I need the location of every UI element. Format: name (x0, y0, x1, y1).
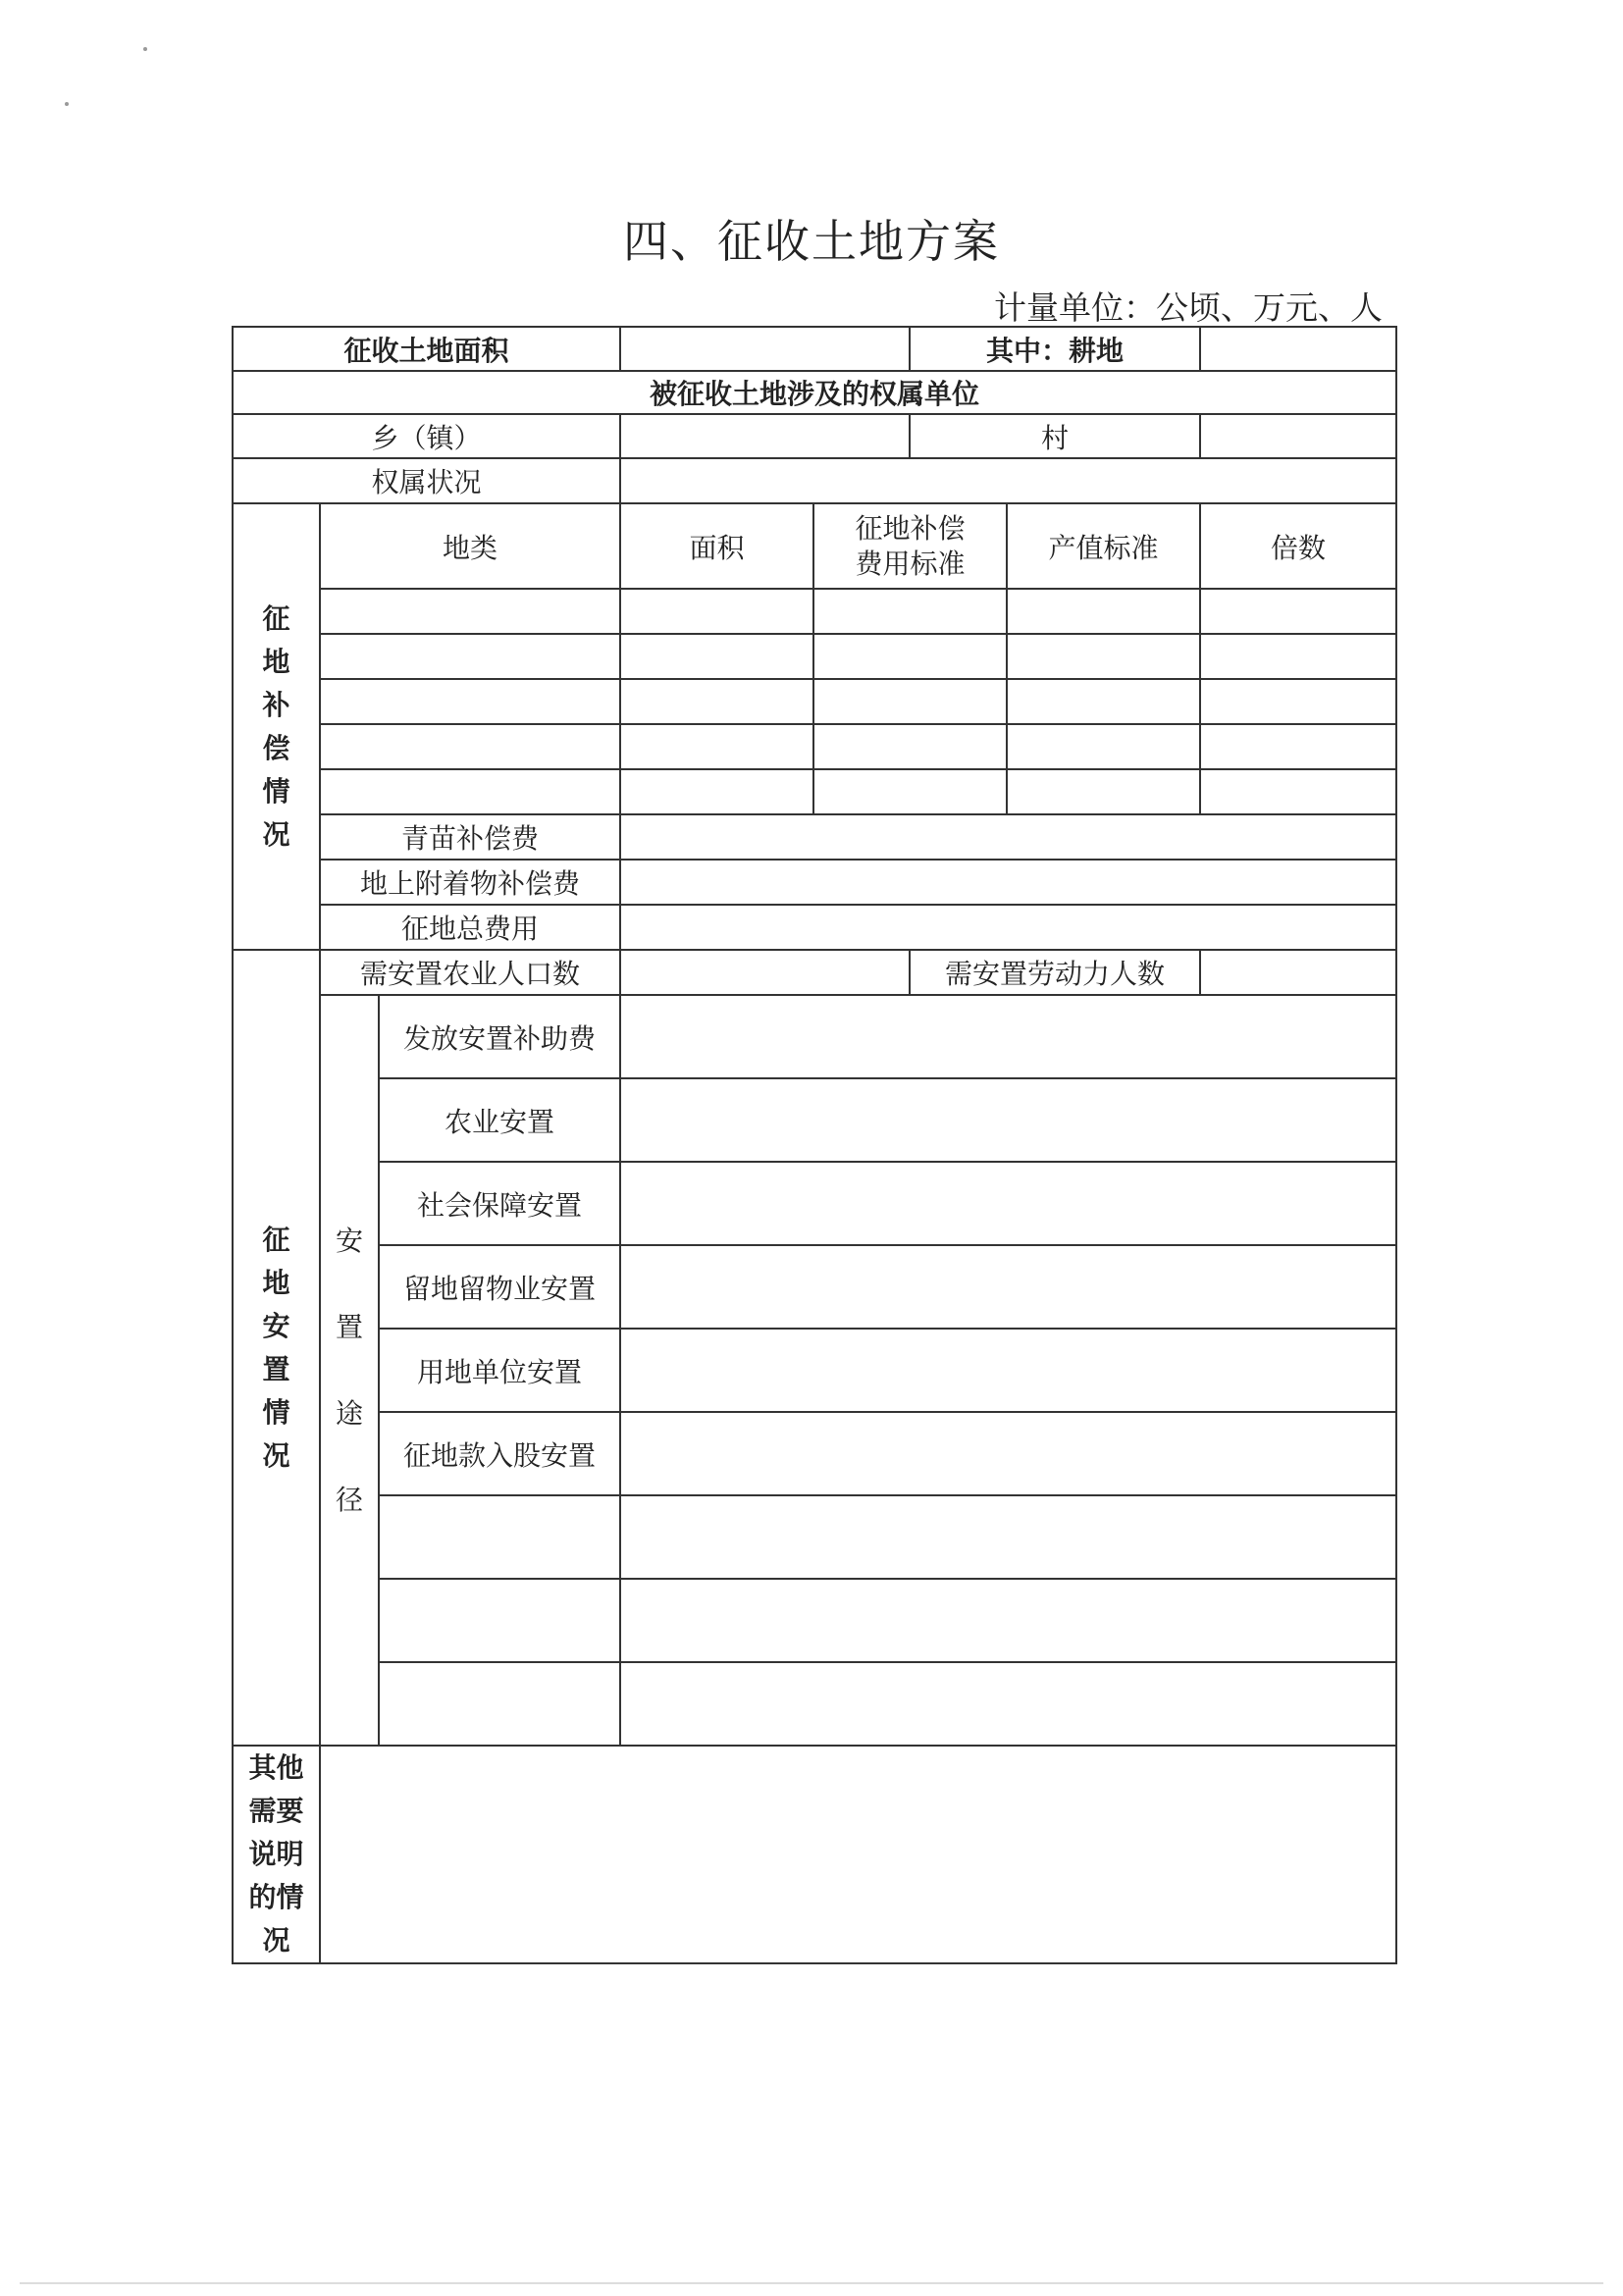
resettlement-way-value-cell[interactable] (620, 1078, 1396, 1162)
area-cell[interactable] (620, 724, 813, 769)
col-fee-standard: 征地补偿费用标准 (813, 503, 1007, 589)
compensation-row (233, 589, 1396, 634)
resettlement-way-row (233, 1078, 1396, 1162)
output-standard-cell[interactable] (1007, 769, 1200, 814)
resettlement-way-value-cell[interactable] (620, 1245, 1396, 1329)
total-fee-value-cell[interactable] (620, 905, 1396, 950)
attachment-fee-row (233, 860, 1396, 905)
crop-fee-label: 青苗补偿费 (320, 814, 620, 860)
resettlement-blank-row (233, 1579, 1396, 1662)
cultivated-label: 其中：耕地 (910, 327, 1200, 371)
land-acquisition-table (232, 326, 1397, 1964)
fee-standard-cell[interactable] (813, 634, 1007, 679)
resettlement-way-row (233, 1412, 1396, 1495)
area-row (233, 327, 1396, 371)
output-standard-cell[interactable] (1007, 724, 1200, 769)
land-type-cell[interactable] (320, 634, 620, 679)
ownership-units-label: 被征收土地涉及的权属单位 (233, 371, 1396, 414)
page-title: 四、征收土地方案 (623, 215, 1000, 268)
output-standard-cell[interactable] (1007, 634, 1200, 679)
other-notes-value-cell[interactable] (320, 1746, 1396, 1963)
attachment-fee-value-cell[interactable] (620, 860, 1396, 905)
resettlement-way-label: 农业安置 (379, 1078, 620, 1162)
other-notes-row (233, 1746, 1396, 1963)
village-value-cell[interactable] (1200, 414, 1396, 458)
resettlement-way-value-cell[interactable] (620, 1412, 1396, 1495)
multiple-cell[interactable] (1200, 634, 1396, 679)
village-label: 村 (910, 414, 1200, 458)
total-fee-label: 征地总费用 (320, 905, 620, 950)
township-label: 乡（镇） (233, 414, 620, 458)
compensation-row (233, 724, 1396, 769)
resettlement-way-label: 征地款入股安置 (379, 1412, 620, 1495)
labor-count-label: 需安置劳动力人数 (910, 950, 1200, 995)
township-row (233, 414, 1396, 458)
agri-population-value-cell[interactable] (620, 950, 910, 995)
resettlement-blank-label-cell[interactable] (379, 1662, 620, 1746)
fee-standard-cell[interactable] (813, 769, 1007, 814)
compensation-header-row (233, 503, 1396, 589)
resettlement-way-value-cell[interactable] (620, 995, 1396, 1078)
other-notes-label: 其他需要说明的情况 (233, 1746, 320, 1963)
resettlement-blank-label-cell[interactable] (379, 1579, 620, 1662)
land-type-cell[interactable] (320, 769, 620, 814)
land-type-cell[interactable] (320, 724, 620, 769)
ownership-status-row (233, 458, 1396, 503)
township-value-cell[interactable] (620, 414, 910, 458)
crop-fee-value-cell[interactable] (620, 814, 1396, 860)
col-land-type: 地类 (320, 503, 620, 589)
resettlement-way-label: 留地留物业安置 (379, 1245, 620, 1329)
multiple-cell[interactable] (1200, 589, 1396, 634)
resettlement-blank-value-cell[interactable] (620, 1662, 1396, 1746)
multiple-cell[interactable] (1200, 769, 1396, 814)
land-type-cell[interactable] (320, 589, 620, 634)
scan-speck (65, 102, 69, 106)
labor-count-value-cell[interactable] (1200, 950, 1396, 995)
resettlement-blank-label-cell[interactable] (379, 1495, 620, 1579)
resettlement-way-value-cell[interactable] (620, 1329, 1396, 1412)
output-standard-cell[interactable] (1007, 679, 1200, 724)
multiple-cell[interactable] (1200, 679, 1396, 724)
resettlement-blank-row (233, 1495, 1396, 1579)
compensation-section-label: 征地补偿情况 (233, 503, 320, 950)
cultivated-value-cell[interactable] (1200, 327, 1396, 371)
measurement-unit: 计量单位：公顷、万元、人 (994, 288, 1383, 327)
ownership-status-value-cell[interactable] (620, 458, 1396, 503)
land-type-cell[interactable] (320, 679, 620, 724)
resettlement-way-label: 用地单位安置 (379, 1329, 620, 1412)
scan-edge-line (20, 2282, 1603, 2284)
fee-standard-cell[interactable] (813, 724, 1007, 769)
fee-standard-cell[interactable] (813, 679, 1007, 724)
fee-standard-cell[interactable] (813, 589, 1007, 634)
compensation-row (233, 769, 1396, 814)
resettlement-way-row (233, 1329, 1396, 1412)
output-standard-cell[interactable] (1007, 589, 1200, 634)
resettlement-way-label: 发放安置补助费 (379, 995, 620, 1078)
agri-population-label: 需安置农业人口数 (320, 950, 620, 995)
scan-speck (143, 47, 147, 51)
area-cell[interactable] (620, 679, 813, 724)
col-output-standard: 产值标准 (1007, 503, 1200, 589)
area-cell[interactable] (620, 634, 813, 679)
total-fee-row (233, 905, 1396, 950)
compensation-row (233, 679, 1396, 724)
area-label: 征收土地面积 (233, 327, 620, 371)
resettlement-blank-value-cell[interactable] (620, 1495, 1396, 1579)
resettlement-way-row (233, 1245, 1396, 1329)
resettlement-way-row (233, 1162, 1396, 1245)
compensation-row (233, 634, 1396, 679)
resettlement-blank-value-cell[interactable] (620, 1579, 1396, 1662)
resettlement-blank-row (233, 1662, 1396, 1746)
ownership-units-row (233, 371, 1396, 414)
multiple-cell[interactable] (1200, 724, 1396, 769)
attachment-fee-label: 地上附着物补偿费 (320, 860, 620, 905)
col-area: 面积 (620, 503, 813, 589)
resettlement-section-label: 征地安置情况 (233, 950, 320, 1746)
resettlement-way-row (233, 995, 1396, 1078)
col-multiple: 倍数 (1200, 503, 1396, 589)
population-row (233, 950, 1396, 995)
area-cell[interactable] (620, 589, 813, 634)
area-value-cell[interactable] (620, 327, 910, 371)
resettlement-way-label: 社会保障安置 (379, 1162, 620, 1245)
resettlement-way-value-cell[interactable] (620, 1162, 1396, 1245)
resettlement-ways-label: 安置途径 (320, 995, 379, 1746)
ownership-status-label: 权属状况 (233, 458, 620, 503)
area-cell[interactable] (620, 769, 813, 814)
crop-fee-row (233, 814, 1396, 860)
